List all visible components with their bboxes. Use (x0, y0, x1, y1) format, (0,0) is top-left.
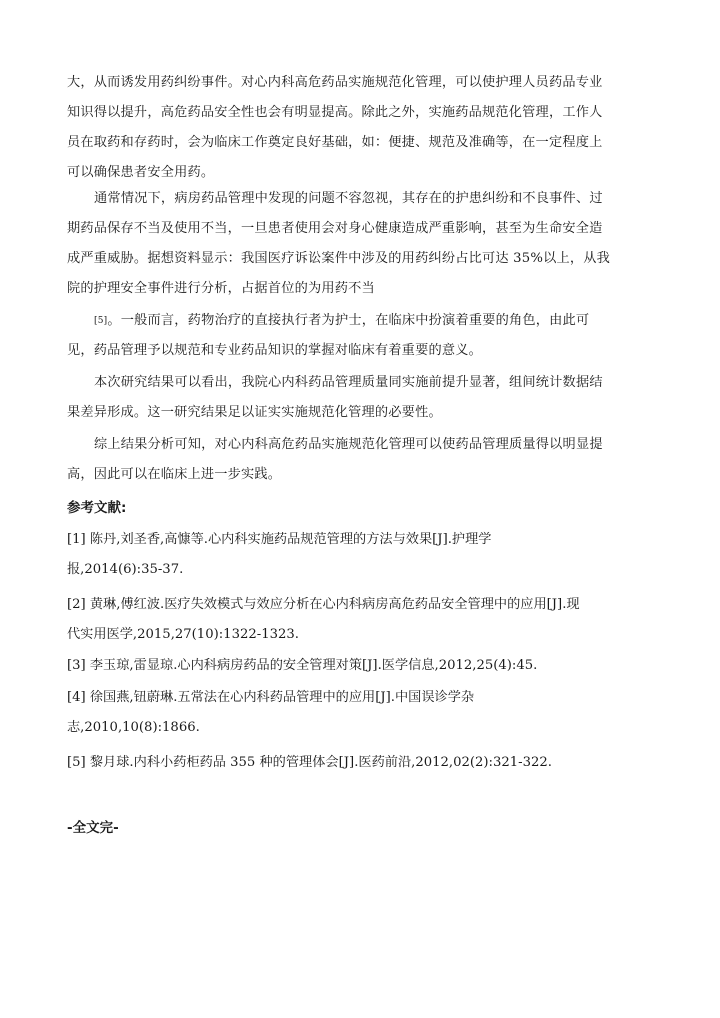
paragraph-line: 知识得以提升，高危药品安全性也会有明显提高。除此之外，实施药品规范化管理，工作人 (67, 105, 603, 120)
paragraph-line: 本次研究结果可以看出，我院心内科药品管理质量同实施前提升显著，组间统计数据结 (94, 375, 603, 390)
paragraph-line: 高，因此可以在临床上进一步实践。 (67, 467, 282, 482)
paragraph-line: 可以确保患者安全用药。 (67, 165, 215, 180)
paragraph-line: 大，从而诱发用药纠纷事件。对心内科高危药品实施规范化管理，可以使护理人员药品专业 (67, 75, 603, 90)
paragraph-line: 果差异形成。这一研究结果足以证实实施规范化管理的必要性。 (67, 405, 442, 420)
paragraph-line: 成严重威胁。据想资料显示：我国医疗诉讼案件中涉及的用药纠纷占比可达 35%以上，从我 (67, 251, 611, 266)
reference-line: [2] 黄琳,傅红波.医疗失效模式与效应分析在心内科病房高危药品安全管理中的应用[J].现 (67, 597, 580, 612)
paragraph-line: 员在取药和存药时，会为临床工作奠定良好基础，如：便捷、规范及准确等，在一定程度上 (67, 135, 603, 150)
paragraph-line: 院的护理安全事件进行分析，占据首位的为用药不当 (67, 281, 375, 296)
paragraph-line: 见，药品管理予以规范和专业药品知识的掌握对临床有着重要的意义。 (67, 343, 483, 358)
citation-marker: [5] (94, 316, 108, 326)
reference-line: 代实用医学,2015,27(10):1322-1323. (67, 627, 299, 642)
paragraph-line: 综上结果分析可知，对心内科高危药品实施规范化管理可以使药品管理质量得以明显提 (94, 437, 603, 452)
paragraph-line: 期药品保存不当及使用不当，一旦患者使用会对身心健康造成严重影响，甚至为生命安全造 (67, 221, 603, 236)
reference-line: [4] 徐国燕,钮蔚琳.五常法在心内科药品管理中的应用[J].中国误诊学杂 (67, 690, 475, 705)
reference-line: [1] 陈丹,刘圣香,高慷等.心内科实施药品规范管理的方法与效果[J].护理学 (67, 532, 492, 547)
paragraph-text: 。一般而言，药物治疗的直接执行者为护士，在临床中扮演着重要的角色，由此可 (107, 313, 590, 328)
reference-line: [5] 黎月球.内科小药柜药品 355 种的管理体会[J].医药前沿,2012,02(2):321-322. (67, 755, 552, 770)
paragraph-line (94, 306, 657, 336)
reference-line: 报,2014(6):35-37. (67, 562, 184, 577)
end-of-document-mark: -全文完- (67, 820, 119, 836)
reference-line: [3] 李玉琼,雷显琼.心内科病房药品的安全管理对策[J].医学信息,2012,25(4):45. (67, 658, 538, 673)
reference-line: 志,2010,10(8):1866. (67, 720, 200, 735)
references-heading: 参考文献: (67, 500, 127, 516)
paragraph-line: 通常情况下，病房药品管理中发现的问题不容忽视，其存在的护患纠纷和不良事件、过 (94, 191, 603, 206)
